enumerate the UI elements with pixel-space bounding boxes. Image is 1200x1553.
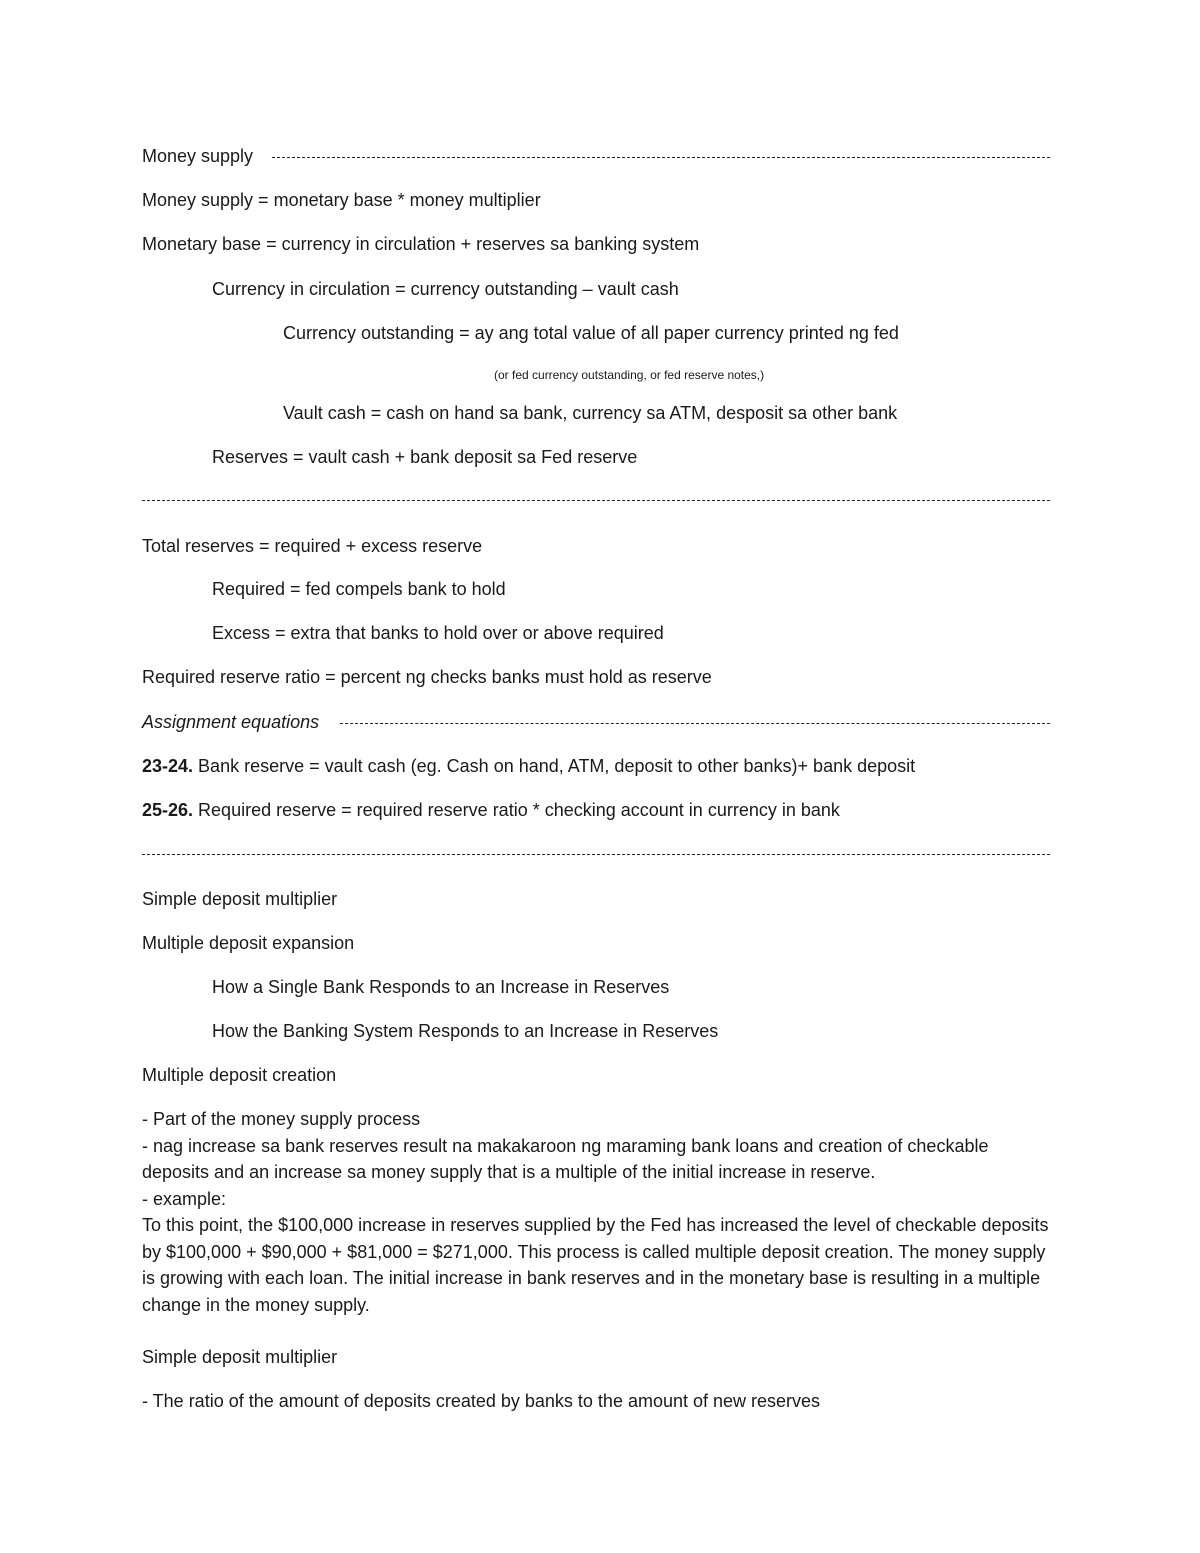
item-text: Required reserve = required reserve ratio * checking account in currency in bank	[193, 800, 840, 820]
required-definition: Required = fed compels bank to hold	[212, 579, 506, 599]
multiple-deposit-creation-heading: Multiple deposit creation	[142, 1065, 337, 1085]
assignment-item-25-26	[142, 799, 840, 821]
bullet-item: - example:	[142, 1188, 227, 1209]
required-reserve-ratio: Required reserve ratio = percent ng checks banks must hold as reserve	[142, 667, 712, 687]
dashed-divider	[340, 723, 1050, 724]
simple-multiplier-definition: - The ratio of the amount of deposits created by banks to the amount of new reserves	[142, 1391, 821, 1411]
total-reserves-formula: Total reserves = required + excess reserve	[142, 536, 483, 556]
assignment-item-23-24	[142, 755, 915, 777]
section-divider	[142, 854, 1050, 855]
single-bank-subheading: How a Single Bank Responds to an Increase in Reserves	[212, 977, 670, 997]
currency-outstanding-formula: Currency outstanding = ay ang total value of all paper currency printed ng fed	[283, 323, 899, 343]
currency-outstanding-note: (or fed currency outstanding, or fed reserve notes,)	[494, 368, 765, 382]
section-divider	[142, 500, 1050, 501]
item-text: Bank reserve = vault cash (eg. Cash on hand, ATM, deposit to other banks)+ bank deposit	[193, 756, 916, 776]
excess-definition: Excess = extra that banks to hold over or above required	[212, 623, 664, 643]
vault-cash-formula: Vault cash = cash on hand sa bank, currency sa ATM, desposit sa other bank	[283, 403, 898, 423]
currency-in-circulation-formula: Currency in circulation = currency outstanding – vault cash	[212, 279, 679, 299]
example-paragraph: To this point, the $100,000 increase in reserves supplied by the Fed has increased the level of checkable deposits by $100,000 + $90,000 + $81,000 = $271,000. This process is called multiple deposit creation. The money supply is growing with each loan. The initial increase in bank reserves and in the monetary base is resulting in a multiple change in the money supply.	[142, 1215, 1049, 1315]
multiple-deposit-expansion-heading: Multiple deposit expansion	[142, 933, 355, 953]
bullet-item: - Part of the money supply process	[142, 1109, 421, 1129]
item-number: 23-24.	[142, 756, 194, 776]
dashed-divider	[272, 157, 1050, 158]
simple-deposit-multiplier-heading: Simple deposit multiplier	[142, 889, 338, 909]
assignment-heading: Assignment equations	[142, 712, 320, 732]
banking-system-subheading: How the Banking System Responds to an Increase in Reserves	[212, 1021, 719, 1041]
monetary-base-formula: Monetary base = currency in circulation + reserves sa banking system	[142, 234, 700, 254]
money-supply-formula: Money supply = monetary base * money multiplier	[142, 190, 541, 210]
reserves-formula: Reserves = vault cash + bank deposit sa Fed reserve	[212, 447, 638, 467]
simple-deposit-multiplier-heading-2: Simple deposit multiplier	[142, 1347, 338, 1367]
money-supply-heading: Money supply	[142, 146, 254, 166]
multiple-deposit-creation-body	[142, 1106, 1057, 1318]
bullet-item: - nag increase sa bank reserves result na makakaroon ng maraming bank loans and creation of checkable deposits and an increase sa money supply that is a multiple of the initial increase in reserve.	[142, 1135, 989, 1182]
item-number: 25-26.	[142, 800, 194, 820]
